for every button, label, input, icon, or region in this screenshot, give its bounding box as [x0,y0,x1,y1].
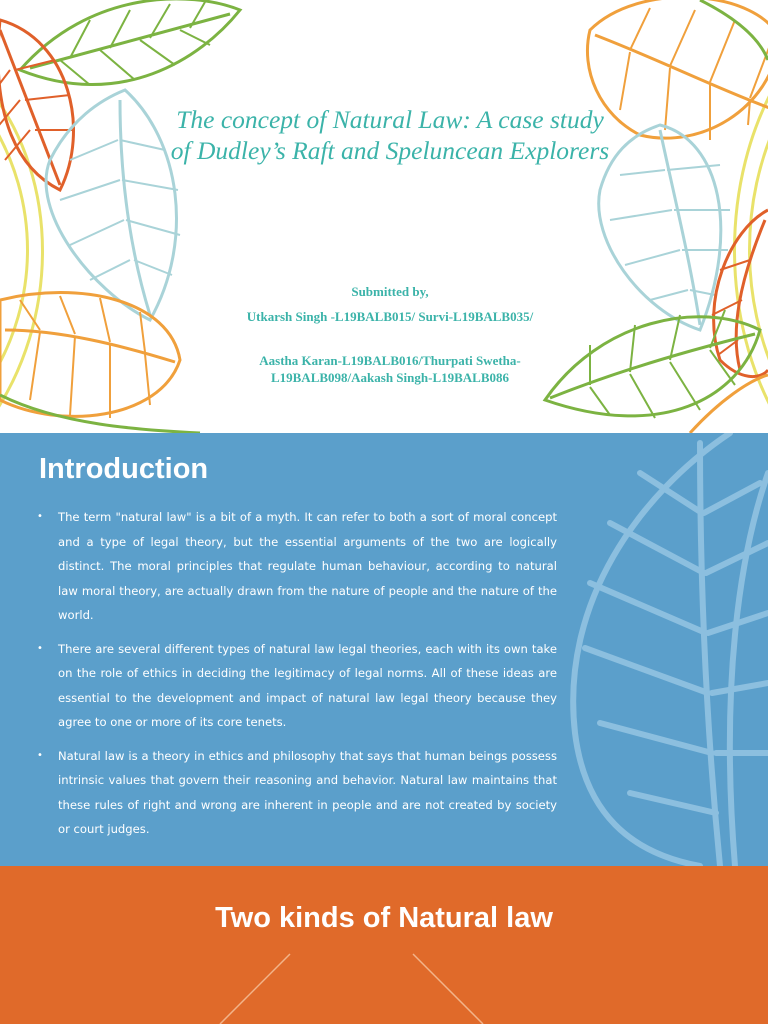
bullet-item: • There are several different types of natural law legal theories, each with its own take on the role of ethics in deciding the legitimacy of legal norms. All of these ideas are essential to the development and impact of natural law legal theory because they agree to one or more of its core tenets. [37,637,557,735]
bullet-item: • Natural law is a theory in ethics and philosophy that says that human beings possess intrinsic values that govern their reasoning and behavior. Natural law maintains that these rules of right and wrong are inherent in people and are not created by society or court judges. [37,744,557,842]
two-kinds-heading: Two kinds of Natural law [215,902,553,934]
connector-lines-decoration [0,866,768,1024]
authors-line-1: Utkarsh Singh -L19BALB015/ Survi-L19BALB035/ [246,309,534,324]
bullet-item: • The term "natural law" is a bit of a myth. It can refer to both a sort of moral concept and a type of legal theory, but the essential arguments of the two are logically distinct. The moral principles that regulate human behaviour, according to natural law moral theory, are actually drawn from the nature of people and the nature of the world. [37,505,557,628]
introduction-slide [0,433,768,866]
introduction-bullet-list [37,505,557,851]
introduction-heading: Introduction [39,453,209,485]
two-kinds-slide [0,866,768,1024]
presentation-title: The concept of Natural Law: A case study of Dudley’s Raft and Speluncean Explorers [170,105,610,165]
authors-line-2: Aastha Karan-L19BALB016/Thurpati Swetha- L19BALB098/Aakash Singh-L19BALB086 [259,353,521,385]
submitted-by-label: Submitted by, [351,284,429,299]
title-slide [0,0,768,433]
